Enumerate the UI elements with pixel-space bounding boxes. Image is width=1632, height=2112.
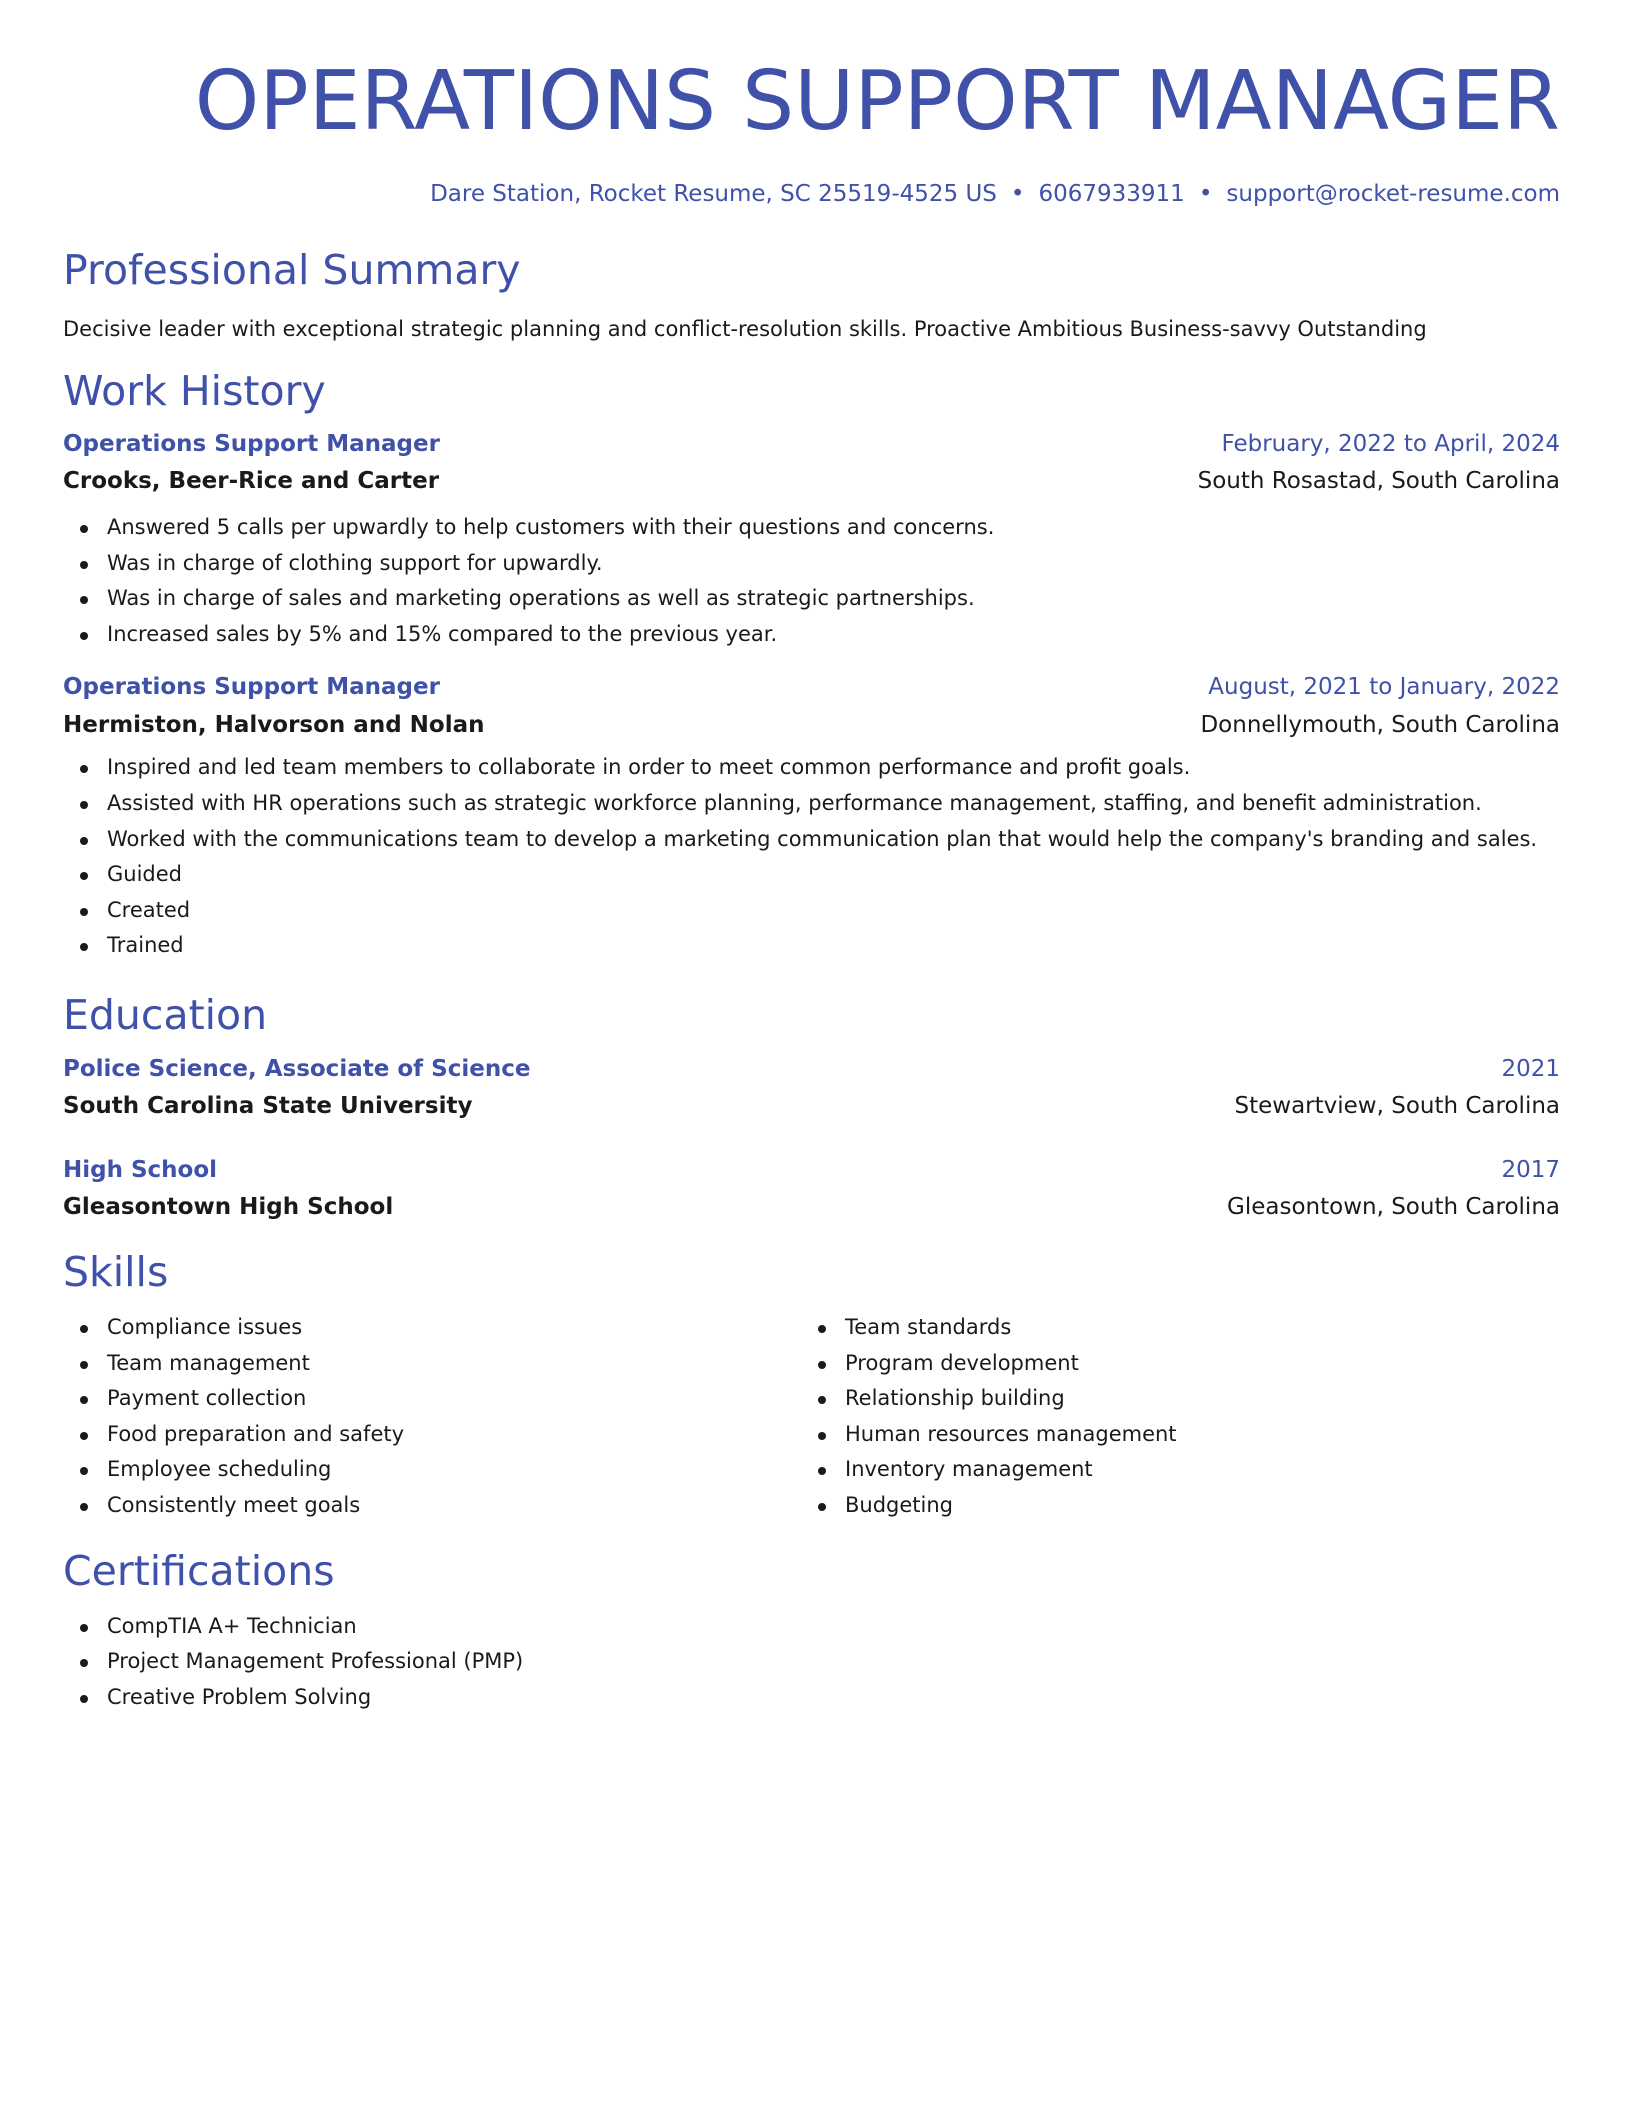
section-heading-work-history: Work History (63, 367, 326, 415)
skill-item: Inventory management (801, 1452, 1539, 1488)
skills-column-left (63, 1310, 801, 1524)
job-company: Crooks, Beer-Rice and Carter (63, 468, 440, 494)
certification-item: CompTIA A+ Technician (63, 1609, 1560, 1645)
skills-column-right (801, 1310, 1539, 1524)
skill-item: Payment collection (63, 1381, 801, 1417)
contact-address: Dare Station, Rocket Resume, SC 25519-4525 US (430, 181, 997, 207)
job-header-row (63, 429, 1560, 459)
skill-item: Team management (63, 1346, 801, 1382)
job-bullets (63, 750, 1560, 964)
summary-text: Decisive leader with exceptional strategic planning and conflict-resolution skills. Proactive Ambitious Business-savvy Outstanding (63, 317, 1427, 341)
job-company-row (63, 466, 1560, 496)
education-location: Stewartview, South Carolina (1234, 1092, 1560, 1119)
contact-separator: • (1198, 181, 1213, 207)
certifications-list (63, 1609, 1560, 1716)
job-bullet: Was in charge of clothing support for upwardly. (63, 546, 1560, 582)
skill-item: Program development (801, 1346, 1539, 1382)
job-header-row (63, 672, 1560, 702)
section-heading-education: Education (63, 990, 268, 1039)
education-location: Gleasontown, South Carolina (1227, 1193, 1560, 1220)
job-bullet: Worked with the communications team to develop a marketing communication plan that would help the company's branding and sales. (63, 822, 1560, 858)
job-bullets (63, 510, 1560, 652)
job-company: Hermiston, Halvorson and Nolan (63, 712, 485, 739)
job-dates: February, 2022 to April, 2024 (1221, 431, 1560, 457)
education-header-row (63, 1054, 1560, 1084)
section-heading-skills: Skills (63, 1247, 169, 1296)
education-school-row (63, 1192, 1560, 1222)
certification-item: Creative Problem Solving (63, 1680, 1560, 1716)
resume-page (63, 0, 1560, 1715)
candidate-title: OPERATIONS SUPPORT MANAGER (194, 54, 1560, 149)
education-entry (63, 1054, 1560, 1121)
job-bullet: Increased sales by 5% and 15% compared to the previous year. (63, 617, 1560, 653)
job-location: South Rosastad, South Carolina (1197, 468, 1560, 494)
job-bullet: Assisted with HR operations such as strategic workforce planning, performance management, staffing, and benefit administration. (63, 786, 1560, 822)
skill-item: Team standards (801, 1310, 1539, 1346)
section-heading-certifications: Certifications (63, 1546, 335, 1595)
skill-item: Budgeting (801, 1488, 1539, 1524)
skill-item: Consistently meet goals (63, 1488, 801, 1524)
job-title: Operations Support Manager (63, 431, 440, 457)
certifications-section (63, 1547, 1560, 1716)
section-heading-summary: Professional Summary (63, 246, 521, 294)
skill-item: Human resources management (801, 1417, 1539, 1453)
job-bullet: Inspired and led team members to collaborate in order to meet common performance and profit goals. (63, 750, 1560, 786)
skills-grid (63, 1310, 1560, 1524)
skill-item: Compliance issues (63, 1310, 801, 1346)
education-degree: High School (63, 1156, 218, 1183)
education-year: 2021 (1501, 1055, 1560, 1082)
job-entry (63, 429, 1560, 652)
contact-email: support@rocket-resume.com (1226, 181, 1560, 207)
job-bullet: Answered 5 calls per upwardly to help customers with their questions and concerns. (63, 510, 1560, 546)
skill-item: Relationship building (801, 1381, 1539, 1417)
contact-phone: 6067933911 (1038, 181, 1185, 207)
summary-section (63, 246, 1560, 343)
education-year: 2017 (1501, 1156, 1560, 1183)
work-history-section (63, 367, 1560, 964)
contact-separator: • (1010, 181, 1025, 207)
job-title: Operations Support Manager (63, 674, 440, 701)
education-school: Gleasontown High School (63, 1193, 394, 1220)
skills-section (63, 1248, 1560, 1524)
skill-item: Employee scheduling (63, 1452, 801, 1488)
job-bullet: Was in charge of sales and marketing operations as well as strategic partnerships. (63, 581, 1560, 617)
education-entry (63, 1155, 1560, 1222)
skill-item: Food preparation and safety (63, 1417, 801, 1453)
education-school: South Carolina State University (63, 1092, 473, 1119)
job-entry (63, 672, 1560, 964)
job-location: Donnellymouth, South Carolina (1200, 712, 1560, 739)
job-bullet: Created (63, 893, 1560, 929)
education-header-row (63, 1155, 1560, 1185)
job-company-row (63, 710, 1560, 740)
job-bullet: Guided (63, 857, 1560, 893)
education-degree: Police Science, Associate of Science (63, 1055, 531, 1082)
certification-item: Project Management Professional (PMP) (63, 1644, 1560, 1680)
education-school-row (63, 1091, 1560, 1121)
job-bullet: Trained (63, 928, 1560, 964)
job-dates: August, 2021 to January, 2022 (1208, 674, 1560, 701)
contact-line (63, 179, 1560, 209)
education-section (63, 991, 1560, 1222)
